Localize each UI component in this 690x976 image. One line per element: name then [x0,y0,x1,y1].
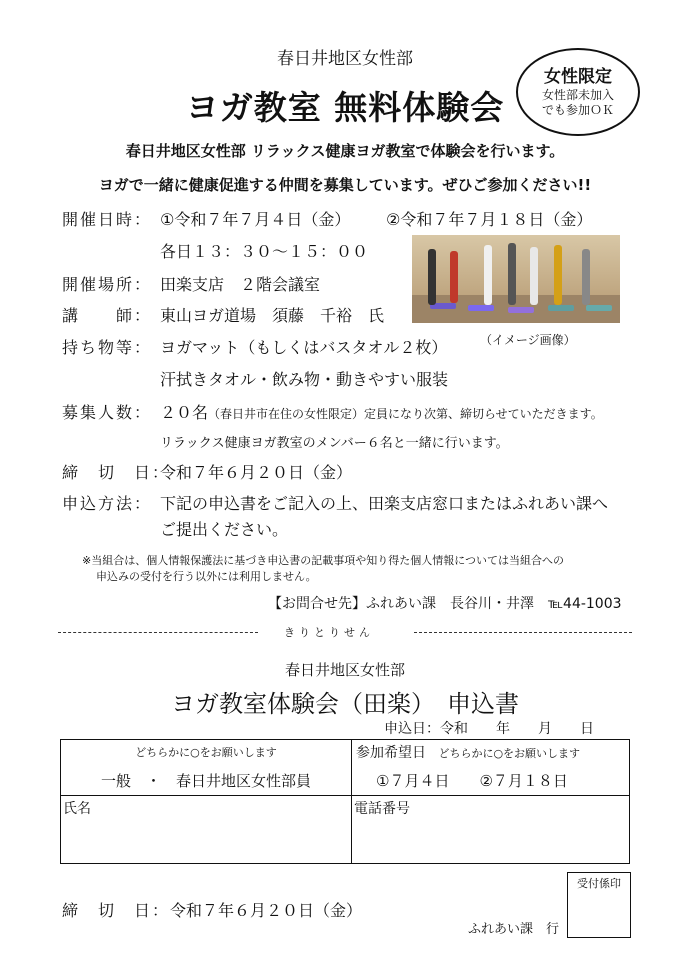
page-title: ヨガ教室 無料体験会 [185,88,505,127]
receipt-label: 受付係印 [577,877,621,890]
category-choose-note: どちらかに○をお願いします [135,746,277,759]
phone-field[interactable] [352,796,630,864]
apply-method-value-2: ご提出ください。 [160,520,289,539]
contact-info: 【お問合せ先】ふれあい課 長谷川・井澤 ℡44-1003 [268,596,622,612]
women-only-badge [516,48,640,136]
capacity-value-2: リラックス健康ヨガ教室のメンバー６名と一緒に行います。 [160,436,509,451]
date-label: 開催日時： [62,210,153,229]
application-date-line: 申込日：令和 年 月 日 [384,721,594,737]
apply-method-value-1: 下記の申込書をご記入の上、田楽支店窓口またはふれあい課へ [160,494,609,513]
items-value-2: 汗拭きタオル・飲み物・動きやすい服装 [160,370,449,389]
date-value-1: ①令和７年７月４日（金） [160,210,351,229]
phone-label: 電話番号 [354,801,410,817]
organization-name: 春日井地区女性部 [277,49,413,69]
date-preference-cell[interactable] [352,740,630,796]
name-label: 氏名 [63,801,91,817]
lecturer-label: 講 師： [62,306,153,325]
date-options[interactable]: ①７月４日 ②７月１８日 [376,772,568,790]
time-value: 各日１３：３０～１５：００ [160,242,369,261]
form-title: ヨガ教室体験会（田楽） 申込書 [171,690,519,718]
lead-text-1: 春日井地区女性部 リラックス健康ヨガ教室で体験会を行います。 [125,142,565,160]
place-value: 田楽支店 ２階会議室 [160,275,321,294]
yoga-class-photo [412,235,620,323]
name-field[interactable] [61,796,352,864]
lead-text-2: ヨガで一緒に健康促進する仲間を募集しています。ぜひご参加ください!! [98,176,592,194]
capacity-count: ２０名 [160,403,209,422]
form-organization: 春日井地区女性部 [284,661,405,679]
photo-caption: （イメージ画像） [480,333,576,347]
lecturer-value: 東山ヨガ道場 須藤 千裕 氏 [160,306,385,325]
category-options[interactable]: 一般 ・ 春日井地区女性部員 [100,772,311,790]
capacity-label: 募集人数： [62,403,153,422]
privacy-note-1: ※当組合は、個人情報保護法に基づき申込書の記載事項や知り得た個人情報については当組合への [82,554,564,567]
cutline-label: きりとりせん [284,626,374,639]
capacity-value [160,400,603,423]
date-preference-note: どちらかに○をお願いします [438,747,581,760]
badge-sub-text [518,88,638,118]
category-cell[interactable] [61,740,352,796]
privacy-note-2: 申込みの受付を行う以外には利用しません。 [96,570,317,583]
date-value-2: ②令和７年７月１８日（金） [386,210,593,229]
badge-sub-line-2: でも参加ＯＫ [541,103,614,117]
badge-main-text: 女性限定 [544,67,612,87]
form-deadline [62,898,362,921]
form-deadline-value: 令和７年６月２０日（金） [170,901,363,920]
application-form-table [60,739,630,864]
date-preference-label: 参加希望日 [356,745,426,761]
date-preference-header [356,742,629,762]
apply-method-label: 申込方法： [62,494,153,513]
cutline-left-dash [58,632,258,633]
receipt-stamp-box [567,872,631,938]
badge-sub-line-1: 女性部未加入 [541,88,614,102]
form-deadline-label: 締 切 日： [62,901,171,920]
items-value-1: ヨガマット（もしくはバスタオル２枚） [160,338,448,357]
place-label: 開催場所： [62,275,153,294]
items-label: 持ち物等： [62,338,153,357]
cutline-right-dash [414,632,632,633]
deadline-value: 令和７年６月２０日（金） [160,463,353,482]
capacity-note: （春日井市在住の女性限定）定員になり次第、締切らせていただきます。 [208,407,603,421]
deadline-label: 締 切 日： [62,463,171,482]
form-recipient: ふれあい課 行 [468,922,560,937]
